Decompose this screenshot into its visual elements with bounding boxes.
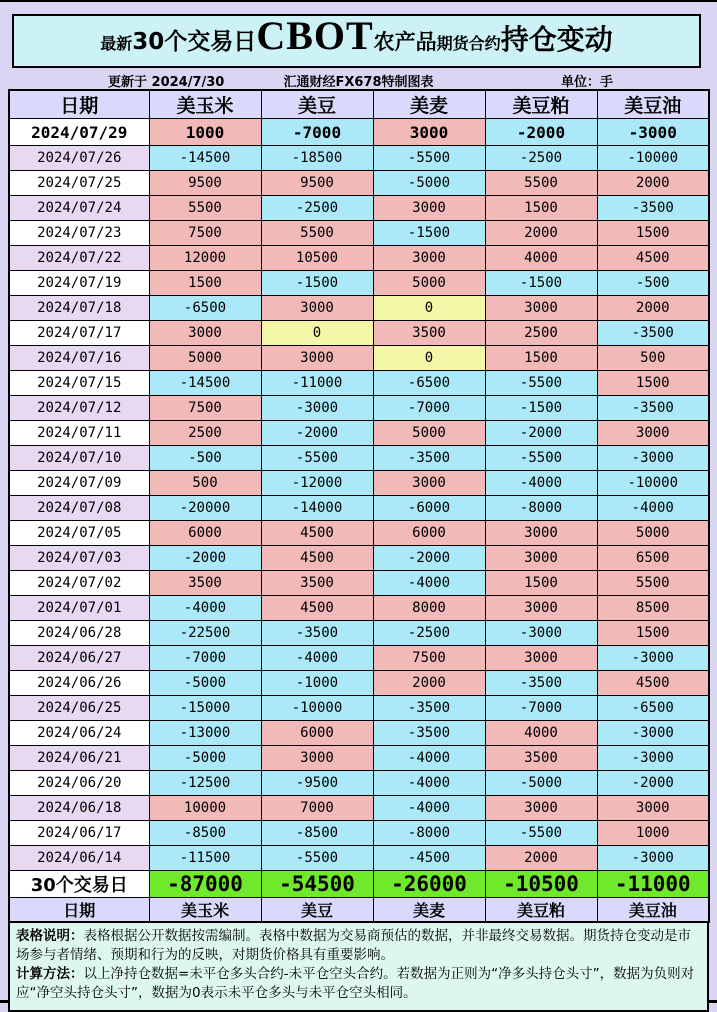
value-cell: -4000	[597, 496, 709, 521]
value-cell: -5500	[485, 446, 597, 471]
note-text: 以上净持仓数据=未平仓多头合约-未平仓空头合约。若数据为正则为“净多头持仓头寸”，数据为负则对应“净空头持仓头寸”，数据为0表示未平仓多头与未平仓空头相同。	[16, 966, 695, 1002]
table-row	[9, 671, 709, 696]
value-cell: -4000	[373, 771, 485, 796]
date-cell: 2024/07/23	[9, 221, 149, 246]
value-cell: 12000	[149, 246, 261, 271]
note-label: 计算方法：	[16, 966, 84, 983]
value-cell: 6000	[261, 721, 373, 746]
footer-column-date: 日期	[9, 898, 149, 923]
title-segment: 期货合约	[436, 34, 501, 53]
value-cell: -7000	[261, 119, 373, 146]
column-header-date: 日期	[9, 90, 149, 119]
date-cell: 2024/07/02	[9, 571, 149, 596]
table-row	[9, 196, 709, 221]
date-cell: 2024/07/12	[9, 396, 149, 421]
value-cell: -1500	[261, 271, 373, 296]
date-cell: 2024/07/19	[9, 271, 149, 296]
total-value-wheat: -26000	[373, 871, 485, 898]
footer-column-soybean: 美豆	[261, 898, 373, 923]
value-cell: -12000	[261, 471, 373, 496]
table-row	[9, 746, 709, 771]
header-row	[9, 90, 709, 119]
value-cell: 2000	[597, 171, 709, 196]
date-cell: 2024/07/09	[9, 471, 149, 496]
value-cell: 3000	[373, 119, 485, 146]
value-cell: -4000	[485, 471, 597, 496]
value-cell: -8500	[261, 821, 373, 846]
value-cell: 1500	[597, 221, 709, 246]
column-header-soyoil: 美豆油	[597, 90, 709, 119]
table-row	[9, 471, 709, 496]
value-cell: 500	[149, 471, 261, 496]
value-cell: -14000	[261, 496, 373, 521]
table-row	[9, 446, 709, 471]
value-cell: 1500	[485, 196, 597, 221]
value-cell: -12500	[149, 771, 261, 796]
value-cell: 3000	[485, 521, 597, 546]
note-label: 表格说明：	[16, 928, 84, 944]
table-row	[9, 821, 709, 846]
value-cell: 3500	[149, 571, 261, 596]
value-cell: 3000	[485, 796, 597, 821]
value-cell: 2500	[149, 421, 261, 446]
value-cell: 5000	[597, 521, 709, 546]
value-cell: -15000	[149, 696, 261, 721]
value-cell: -3500	[485, 671, 597, 696]
value-cell: -1500	[485, 271, 597, 296]
date-cell: 2024/06/17	[9, 821, 149, 846]
table-header	[9, 90, 709, 119]
table-row	[9, 119, 709, 146]
footer-column-wheat: 美麦	[373, 898, 485, 923]
value-cell: 5000	[149, 346, 261, 371]
value-cell: 1000	[149, 119, 261, 146]
value-cell: 7500	[149, 221, 261, 246]
notes-box	[8, 923, 709, 1012]
footer-header-row	[9, 898, 709, 923]
total-value-soybean: -54500	[261, 871, 373, 898]
table-row	[9, 496, 709, 521]
value-cell: -14500	[149, 146, 261, 171]
update-date-label: 更新于 2024/7/30	[108, 75, 225, 90]
value-cell: -500	[149, 446, 261, 471]
value-cell: 1500	[485, 346, 597, 371]
value-cell: -1500	[373, 221, 485, 246]
value-cell: -6500	[597, 696, 709, 721]
value-cell: 2000	[485, 221, 597, 246]
value-cell: 10500	[261, 246, 373, 271]
value-cell: 2000	[485, 846, 597, 871]
value-cell: -6000	[373, 496, 485, 521]
value-cell: -4000	[373, 571, 485, 596]
value-cell: 3500	[485, 746, 597, 771]
value-cell: 1500	[597, 371, 709, 396]
value-cell: -2000	[373, 546, 485, 571]
value-cell: 4000	[485, 721, 597, 746]
value-cell: -3500	[261, 621, 373, 646]
value-cell: -5000	[485, 771, 597, 796]
value-cell: 3000	[261, 746, 373, 771]
table-row	[9, 696, 709, 721]
positions-table	[8, 89, 710, 923]
value-cell: 1000	[597, 821, 709, 846]
value-cell: -5500	[373, 146, 485, 171]
value-cell: -4000	[149, 596, 261, 621]
value-cell: 3000	[597, 421, 709, 446]
table-row	[9, 321, 709, 346]
source-label: 汇通财经FX678特制图表	[283, 75, 434, 90]
value-cell: -18500	[261, 146, 373, 171]
value-cell: 4500	[261, 596, 373, 621]
footer-column-soyoil: 美豆油	[597, 898, 709, 923]
table-row	[9, 646, 709, 671]
table-row	[9, 721, 709, 746]
table-row	[9, 846, 709, 871]
total-row	[9, 871, 709, 898]
value-cell: 1500	[149, 271, 261, 296]
column-header-corn: 美玉米	[149, 90, 261, 119]
date-cell: 2024/06/25	[9, 696, 149, 721]
value-cell: -11500	[149, 846, 261, 871]
date-cell: 2024/07/16	[9, 346, 149, 371]
value-cell: 3500	[261, 571, 373, 596]
value-cell: 5500	[485, 171, 597, 196]
date-cell: 2024/07/03	[9, 546, 149, 571]
value-cell: 4500	[261, 521, 373, 546]
value-cell: 3000	[149, 321, 261, 346]
value-cell: -3500	[597, 321, 709, 346]
value-cell: 5500	[597, 571, 709, 596]
value-cell: -3000	[261, 396, 373, 421]
date-cell: 2024/07/26	[9, 146, 149, 171]
title-segment: 最新	[100, 34, 133, 53]
title-segment: 30个交易日	[132, 29, 257, 55]
value-cell: -2000	[485, 421, 597, 446]
value-cell: 9500	[149, 171, 261, 196]
date-cell: 2024/07/25	[9, 171, 149, 196]
date-cell: 2024/07/08	[9, 496, 149, 521]
value-cell: -10000	[261, 696, 373, 721]
value-cell: -4000	[373, 796, 485, 821]
value-cell: -7000	[149, 646, 261, 671]
value-cell: -2500	[485, 146, 597, 171]
date-cell: 2024/07/29	[9, 119, 149, 146]
title-segment-cbot: CBOT	[256, 14, 374, 58]
table-row	[9, 546, 709, 571]
value-cell: 3000	[485, 296, 597, 321]
value-cell: -20000	[149, 496, 261, 521]
column-header-soymeal: 美豆粕	[485, 90, 597, 119]
value-cell: 4500	[261, 546, 373, 571]
date-cell: 2024/06/18	[9, 796, 149, 821]
value-cell: -1000	[261, 671, 373, 696]
value-cell: 7500	[373, 646, 485, 671]
value-cell: 1500	[597, 621, 709, 646]
total-label: 30个交易日	[9, 871, 149, 898]
date-cell: 2024/06/20	[9, 771, 149, 796]
date-cell: 2024/07/17	[9, 321, 149, 346]
value-cell: 3000	[373, 246, 485, 271]
value-cell: 5000	[373, 271, 485, 296]
note-calculation-method	[16, 965, 701, 1003]
value-cell: 7000	[261, 796, 373, 821]
value-cell: -3000	[597, 746, 709, 771]
table-row	[9, 796, 709, 821]
table-row	[9, 246, 709, 271]
table-row	[9, 396, 709, 421]
value-cell: -14500	[149, 371, 261, 396]
date-cell: 2024/06/26	[9, 671, 149, 696]
value-cell: -3500	[373, 696, 485, 721]
value-cell: 1500	[485, 571, 597, 596]
subtitle-row	[0, 68, 717, 89]
date-cell: 2024/07/05	[9, 521, 149, 546]
value-cell: 3000	[373, 471, 485, 496]
page-title	[12, 14, 701, 68]
value-cell: 4500	[597, 246, 709, 271]
value-cell: 5000	[373, 421, 485, 446]
table-row	[9, 571, 709, 596]
unit-label: 单位：手	[560, 75, 613, 90]
value-cell: -2500	[261, 196, 373, 221]
value-cell: -3000	[597, 846, 709, 871]
value-cell: -3500	[597, 396, 709, 421]
table-row	[9, 146, 709, 171]
value-cell: 5500	[261, 221, 373, 246]
value-cell: 3000	[261, 346, 373, 371]
value-cell: -1500	[485, 396, 597, 421]
value-cell: -11000	[261, 371, 373, 396]
value-cell: 3000	[261, 296, 373, 321]
table-row	[9, 771, 709, 796]
value-cell: -8000	[373, 821, 485, 846]
value-cell: 3500	[373, 321, 485, 346]
value-cell: -3000	[485, 621, 597, 646]
date-cell: 2024/07/10	[9, 446, 149, 471]
value-cell: 0	[373, 296, 485, 321]
value-cell: -5000	[149, 671, 261, 696]
value-cell: 10000	[149, 796, 261, 821]
value-cell: -7000	[485, 696, 597, 721]
table-row	[9, 346, 709, 371]
table-row	[9, 296, 709, 321]
value-cell: -3000	[597, 446, 709, 471]
column-header-wheat: 美麦	[373, 90, 485, 119]
value-cell: 6000	[373, 521, 485, 546]
table-row	[9, 596, 709, 621]
value-cell: -22500	[149, 621, 261, 646]
value-cell: 4000	[485, 246, 597, 271]
table-row	[9, 621, 709, 646]
value-cell: -8000	[485, 496, 597, 521]
table-body	[9, 119, 709, 871]
value-cell: 4500	[597, 671, 709, 696]
title-segment: 持仓变动	[500, 23, 613, 56]
table-row	[9, 171, 709, 196]
value-cell: 3000	[597, 796, 709, 821]
value-cell: -4500	[373, 846, 485, 871]
value-cell: -2500	[373, 621, 485, 646]
value-cell: -2000	[597, 771, 709, 796]
total-value-soymeal: -10500	[485, 871, 597, 898]
table-row	[9, 221, 709, 246]
value-cell: -2000	[485, 119, 597, 146]
value-cell: 0	[373, 346, 485, 371]
date-cell: 2024/06/21	[9, 746, 149, 771]
table-row	[9, 521, 709, 546]
value-cell: -2000	[149, 546, 261, 571]
value-cell: 2000	[597, 296, 709, 321]
value-cell: -3000	[597, 119, 709, 146]
title-segment: 农产品	[373, 30, 437, 54]
value-cell: -5500	[485, 371, 597, 396]
value-cell: -10000	[597, 471, 709, 496]
value-cell: -4000	[261, 646, 373, 671]
date-cell: 2024/07/15	[9, 371, 149, 396]
value-cell: 6000	[149, 521, 261, 546]
value-cell: -3500	[373, 446, 485, 471]
date-cell: 2024/06/28	[9, 621, 149, 646]
note-table-description	[16, 927, 701, 965]
value-cell: -8500	[149, 821, 261, 846]
value-cell: -5000	[149, 746, 261, 771]
column-header-soybean: 美豆	[261, 90, 373, 119]
table-footer	[9, 871, 709, 923]
total-value-soyoil: -11000	[597, 871, 709, 898]
value-cell: 2500	[485, 321, 597, 346]
value-cell: -3500	[373, 721, 485, 746]
value-cell: 8000	[373, 596, 485, 621]
table-row	[9, 371, 709, 396]
date-cell: 2024/07/11	[9, 421, 149, 446]
value-cell: -9500	[261, 771, 373, 796]
value-cell: -13000	[149, 721, 261, 746]
value-cell: 3000	[485, 596, 597, 621]
date-cell: 2024/06/24	[9, 721, 149, 746]
date-cell: 2024/07/18	[9, 296, 149, 321]
value-cell: 9500	[261, 171, 373, 196]
table-row	[9, 271, 709, 296]
value-cell: 3000	[373, 196, 485, 221]
footer-column-corn: 美玉米	[149, 898, 261, 923]
value-cell: -4000	[373, 746, 485, 771]
value-cell: 3000	[485, 646, 597, 671]
total-value-corn: -87000	[149, 871, 261, 898]
value-cell: 5500	[149, 196, 261, 221]
date-cell: 2024/07/22	[9, 246, 149, 271]
value-cell: 500	[597, 346, 709, 371]
value-cell: -3000	[597, 721, 709, 746]
value-cell: -2000	[261, 421, 373, 446]
footer-column-soymeal: 美豆粕	[485, 898, 597, 923]
value-cell: -500	[597, 271, 709, 296]
date-cell: 2024/06/14	[9, 846, 149, 871]
value-cell: -3000	[597, 646, 709, 671]
note-text: 表格根据公开数据按需编制。表格中数据为交易商预估的数据，并非最终交易数据。期货持仓变动是市场参与者情绪、预期和行为的反映，对期货价格具有重要影响。	[16, 928, 691, 964]
value-cell: 6500	[597, 546, 709, 571]
value-cell: -10000	[597, 146, 709, 171]
value-cell: 2000	[373, 671, 485, 696]
value-cell: 7500	[149, 396, 261, 421]
value-cell: 0	[261, 321, 373, 346]
value-cell: 3000	[485, 546, 597, 571]
value-cell: -5500	[261, 446, 373, 471]
value-cell: 8500	[597, 596, 709, 621]
value-cell: -5500	[485, 821, 597, 846]
value-cell: -5000	[373, 171, 485, 196]
date-cell: 2024/06/27	[9, 646, 149, 671]
value-cell: -3500	[597, 196, 709, 221]
value-cell: -5500	[261, 846, 373, 871]
date-cell: 2024/07/01	[9, 596, 149, 621]
value-cell: -6500	[149, 296, 261, 321]
value-cell: -7000	[373, 396, 485, 421]
table-row	[9, 421, 709, 446]
date-cell: 2024/07/24	[9, 196, 149, 221]
value-cell: -6500	[373, 371, 485, 396]
